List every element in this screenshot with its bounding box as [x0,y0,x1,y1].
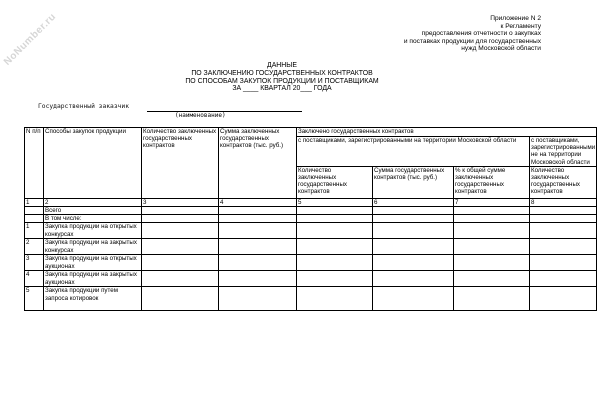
appendix-block [404,15,541,53]
subheader-count: Количество заключенных государственных контрактов [297,166,373,198]
table-cell [297,207,373,215]
table-cell [219,215,297,223]
table-row [25,239,597,255]
row-number: 2 [25,239,44,255]
table-cell [373,215,454,223]
header-num: N п/п [25,128,44,199]
table-cell [297,271,373,287]
table-row [25,271,597,287]
table-row [25,223,597,239]
header-mo-suppliers: с поставщиками, зарегистрированными на территории Московской области [297,137,530,167]
row-label: Закупка продукции на закрытых аукционах [44,271,142,287]
colnum-cell: 5 [297,198,373,206]
colnum-cell: 6 [373,198,454,206]
row-number: 5 [25,287,44,311]
table-cell [454,215,530,223]
table-cell [297,287,373,311]
row-number: 1 [25,223,44,239]
including-label: В том числе: [44,215,142,223]
table-cell [219,271,297,287]
colnum-cell: 8 [530,198,597,206]
table-cell [142,207,219,215]
row-label: Закупка продукции на открытых аукционах [44,255,142,271]
table-cell [219,223,297,239]
table-cell [219,255,297,271]
title-line: ПО ЗАКЛЮЧЕНИЮ ГОСУДАРСТВЕННЫХ КОНТРАКТОВ [191,69,373,77]
table-cell [142,215,219,223]
table-cell [530,239,597,255]
header-sum: Сумма заключенных государственных контрактов (тыс. руб.) [219,128,297,199]
contracts-table [24,127,597,311]
colnum-cell: 3 [142,198,219,206]
table-row [25,287,597,311]
document-title [150,62,414,93]
header-other-suppliers: с поставщиками, зарегистрированными не на территории Московской области [531,137,596,166]
table-cell [25,215,44,223]
table-cell [530,287,597,311]
table-cell [454,239,530,255]
table-cell [454,271,530,287]
table-cell [219,207,297,215]
colnum-cell: 4 [219,198,297,206]
table-cell [373,239,454,255]
appendix-line: к Регламенту [500,22,541,30]
watermark: NoNumber.ru [2,11,59,68]
table-cell [142,239,219,255]
table-cell [454,255,530,271]
appendix-line: и поставках продукции для государственных [403,37,541,45]
subheader-count-other: Количество заключенных государственных контрактов [530,166,597,198]
subheader-sum: Сумма государственных контрактов (тыс. руб.) [373,166,454,198]
table-cell [530,223,597,239]
table-cell [454,207,530,215]
total-label: Всего [44,207,142,215]
table-cell [373,223,454,239]
table-cell [142,271,219,287]
header-concluded: Заключено государственных контрактов [297,128,597,137]
table-cell [25,207,44,215]
colnum-cell: 7 [454,198,530,206]
table-cell [530,255,597,271]
customer-sublabel: (наименование) [175,112,226,119]
table-cell [142,255,219,271]
table-cell [530,215,597,223]
title-line: ДАННЫЕ [267,62,297,69]
table-cell [297,223,373,239]
subheader-percent: % к общей сумме заключенных государственных контрактов [454,166,530,198]
row-number: 3 [25,255,44,271]
title-line: ЗА ____ КВАРТАЛ 20___ ГОДА [232,85,332,93]
table-cell [530,271,597,287]
colnum-cell: 1 [25,198,44,206]
table-cell [530,207,597,215]
row-label: Закупка продукции на закрытых конкурсах [44,239,142,255]
colnum-cell: 2 [44,198,142,206]
table-cell [373,255,454,271]
table-cell [297,255,373,271]
row-label: Закупка продукции путем запроса котировок [44,287,142,311]
table-cell [219,287,297,311]
table-cell [142,223,219,239]
table-cell [373,287,454,311]
appendix-line: предоставления отчетности о закупках [421,30,541,38]
table-cell [454,287,530,311]
appendix-line: нужд Московской области [461,45,541,53]
customer-label: Государственный заказчик [38,103,129,110]
table-cell [142,287,219,311]
table-cell [454,223,530,239]
table-cell [219,239,297,255]
header-count: Количество заключенных государственных контрактов [142,128,219,199]
header-method: Способы закупок продукции [44,128,142,199]
table-cell [373,207,454,215]
table-row [25,255,597,271]
appendix-line: Приложение N 2 [490,15,541,22]
title-line: ПО СПОСОБАМ ЗАКУПОК ПРОДУКЦИИ И ПОСТАВЩИКАМ [185,77,379,85]
row-label: Закупка продукции на открытых конкурсах [44,223,142,239]
table-cell [297,239,373,255]
table-cell [373,271,454,287]
row-number: 4 [25,271,44,287]
table-cell [297,215,373,223]
